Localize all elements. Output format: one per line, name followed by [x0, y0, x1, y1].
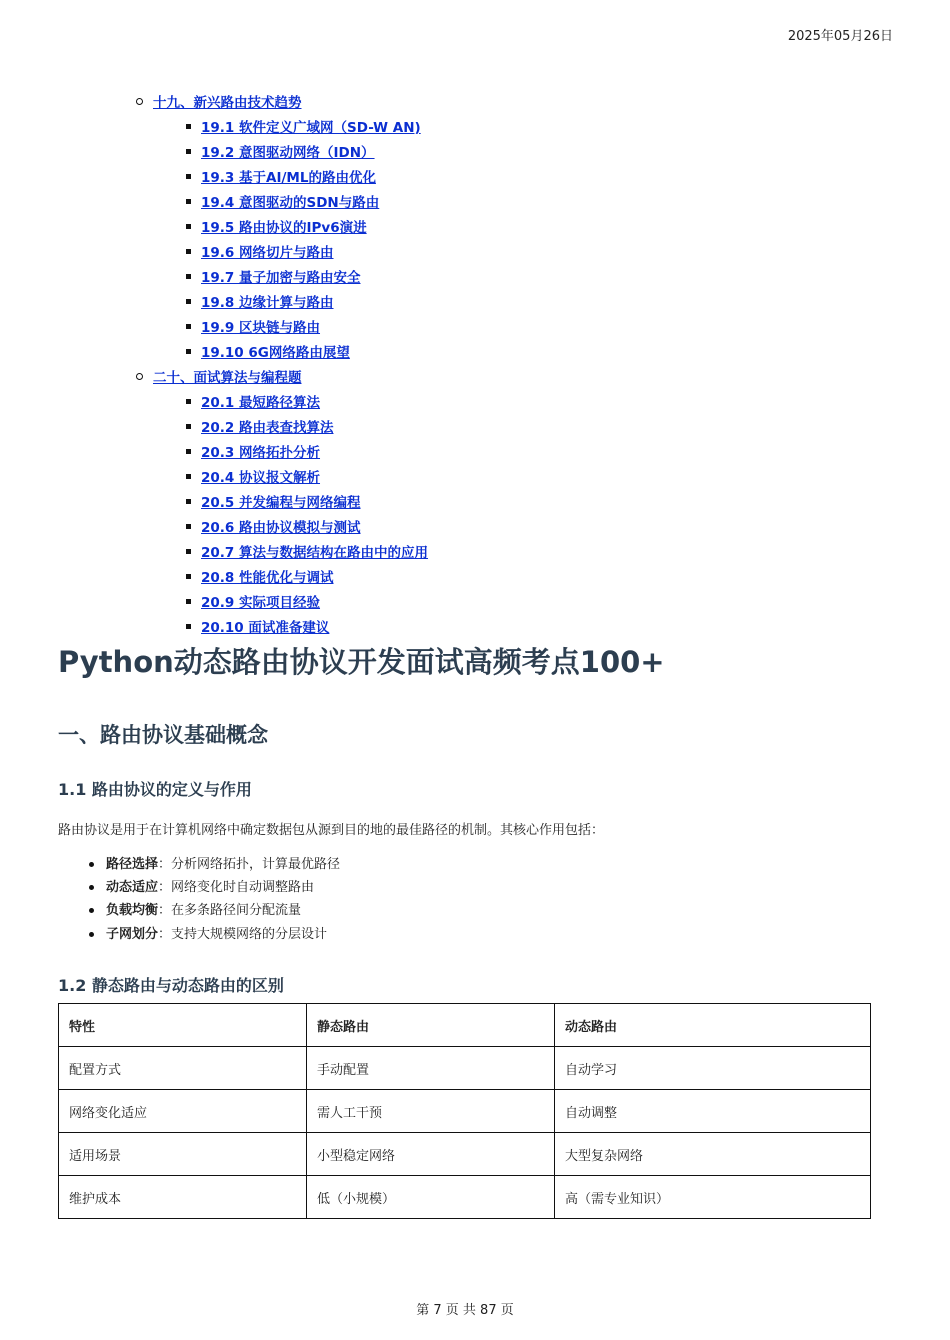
toc-item — [186, 440, 428, 465]
table-header-cell: 动态路由 — [555, 1004, 871, 1047]
intro-paragraph: 路由协议是用于在计算机网络中确定数据包从源到目的地的最佳路径的机制。其核心作用包括： — [58, 823, 605, 838]
toc-link-19-4[interactable]: 19.4 意图驱动的SDN与路由 — [201, 195, 380, 211]
toc-item — [186, 465, 428, 490]
toc-link-20-4[interactable]: 20.4 协议报文解析 — [201, 470, 321, 486]
list-item-text: ：网络变化时自动调整路由 — [158, 880, 315, 896]
table-row — [59, 1047, 871, 1090]
page-number: 第 7 页 共 87 页 — [416, 1303, 514, 1318]
table-cell: 手动配置 — [307, 1047, 555, 1090]
toc-link-20-8[interactable]: 20.8 性能优化与调试 — [201, 570, 334, 586]
toc-item — [186, 390, 428, 415]
toc-sublist-19 — [153, 115, 428, 365]
toc-link-19-10[interactable]: 19.10 6G网络路由展望 — [201, 345, 350, 361]
toc-item — [186, 315, 428, 340]
table-cell: 自动调整 — [555, 1090, 871, 1133]
toc-link-19-8[interactable]: 19.8 边缘计算与路由 — [201, 295, 334, 311]
section-heading-1: 一、路由协议基础概念 — [58, 723, 268, 747]
toc-link-19-1[interactable]: 19.1 软件定义广域网（SD-W AN) — [201, 120, 421, 136]
toc-item — [186, 340, 428, 365]
toc-item — [186, 415, 428, 440]
table-row — [59, 1090, 871, 1133]
subheading-1-2: 1.2 静态路由与动态路由的区别 — [58, 976, 284, 995]
toc-link-section-19[interactable]: 十九、新兴路由技术趋势 — [153, 95, 302, 111]
document-title: Python动态路由协议开发面试高频考点100+ — [58, 645, 665, 679]
list-item-text: ：在多条路径间分配流量 — [158, 903, 302, 919]
toc-link-section-20[interactable]: 二十、面试算法与编程题 — [153, 370, 302, 386]
toc-link-20-6[interactable]: 20.6 路由协议模拟与测试 — [201, 520, 361, 536]
list-item — [86, 899, 340, 922]
table-header-row — [59, 1004, 871, 1047]
print-date: 2025年05月26日 — [787, 29, 893, 44]
toc-item — [186, 515, 428, 540]
table-header-cell: 静态路由 — [307, 1004, 555, 1047]
list-item-term: 动态适应 — [106, 880, 159, 896]
toc-link-20-7[interactable]: 20.7 算法与数据结构在路由中的应用 — [201, 545, 429, 561]
table-cell: 低（小规模） — [307, 1176, 555, 1219]
table-row — [59, 1176, 871, 1219]
table-cell: 高（需专业知识） — [555, 1176, 871, 1219]
table-cell: 维护成本 — [59, 1176, 307, 1219]
toc-link-19-9[interactable]: 19.9 区块链与路由 — [201, 320, 321, 336]
list-item-term: 路径选择 — [106, 857, 159, 872]
toc-item — [186, 190, 428, 215]
list-item-term: 子网划分 — [106, 926, 159, 942]
subheading-1-1: 1.1 路由协议的定义与作用 — [58, 780, 252, 799]
table-of-contents — [138, 90, 428, 640]
list-item — [86, 876, 340, 899]
list-item — [86, 853, 340, 876]
toc-section-19 — [138, 90, 428, 365]
toc-link-20-5[interactable]: 20.5 并发编程与网络编程 — [201, 495, 361, 511]
table-cell: 需人工干预 — [307, 1090, 555, 1133]
toc-link-20-3[interactable]: 20.3 网络拓扑分析 — [201, 445, 321, 461]
toc-section-20 — [138, 365, 428, 640]
toc-link-19-6[interactable]: 19.6 网络切片与路由 — [201, 245, 334, 261]
toc-link-20-10[interactable]: 20.10 面试准备建议 — [201, 620, 330, 636]
toc-link-19-2[interactable]: 19.2 意图驱动网络（IDN） — [201, 145, 375, 161]
list-item-text: ：分析网络拓扑，计算最优路径 — [158, 857, 341, 872]
toc-item — [186, 165, 428, 190]
toc-item — [186, 265, 428, 290]
toc-item — [186, 140, 428, 165]
toc-link-20-9[interactable]: 20.9 实际项目经验 — [201, 595, 321, 611]
list-item — [86, 923, 340, 946]
toc-link-19-5[interactable]: 19.5 路由协议的IPv6演进 — [201, 220, 367, 236]
toc-item — [186, 490, 428, 515]
table-cell: 自动学习 — [555, 1047, 871, 1090]
table-cell: 小型稳定网络 — [307, 1133, 555, 1176]
table-cell: 大型复杂网络 — [555, 1133, 871, 1176]
toc-item — [186, 565, 428, 590]
function-list — [86, 853, 340, 946]
toc-sublist-20 — [153, 390, 428, 640]
toc-item — [186, 290, 428, 315]
toc-item — [186, 590, 428, 615]
toc-item — [186, 215, 428, 240]
list-item-text: ：支持大规模网络的分层设计 — [158, 926, 328, 942]
toc-item — [186, 240, 428, 265]
comparison-table — [58, 1003, 871, 1219]
toc-link-20-2[interactable]: 20.2 路由表查找算法 — [201, 420, 334, 436]
table-header-cell: 特性 — [59, 1004, 307, 1047]
toc-item — [186, 115, 428, 140]
list-item-term: 负载均衡 — [106, 903, 159, 919]
toc-link-20-1[interactable]: 20.1 最短路径算法 — [201, 395, 321, 411]
toc-item — [186, 540, 428, 565]
toc-link-19-3[interactable]: 19.3 基于AI/ML的路由优化 — [201, 170, 376, 186]
table-cell: 网络变化适应 — [59, 1090, 307, 1133]
toc-link-19-7[interactable]: 19.7 量子加密与路由安全 — [201, 270, 361, 286]
table-cell: 适用场景 — [59, 1133, 307, 1176]
toc-item — [186, 615, 428, 640]
table-row — [59, 1133, 871, 1176]
table-cell: 配置方式 — [59, 1047, 307, 1090]
